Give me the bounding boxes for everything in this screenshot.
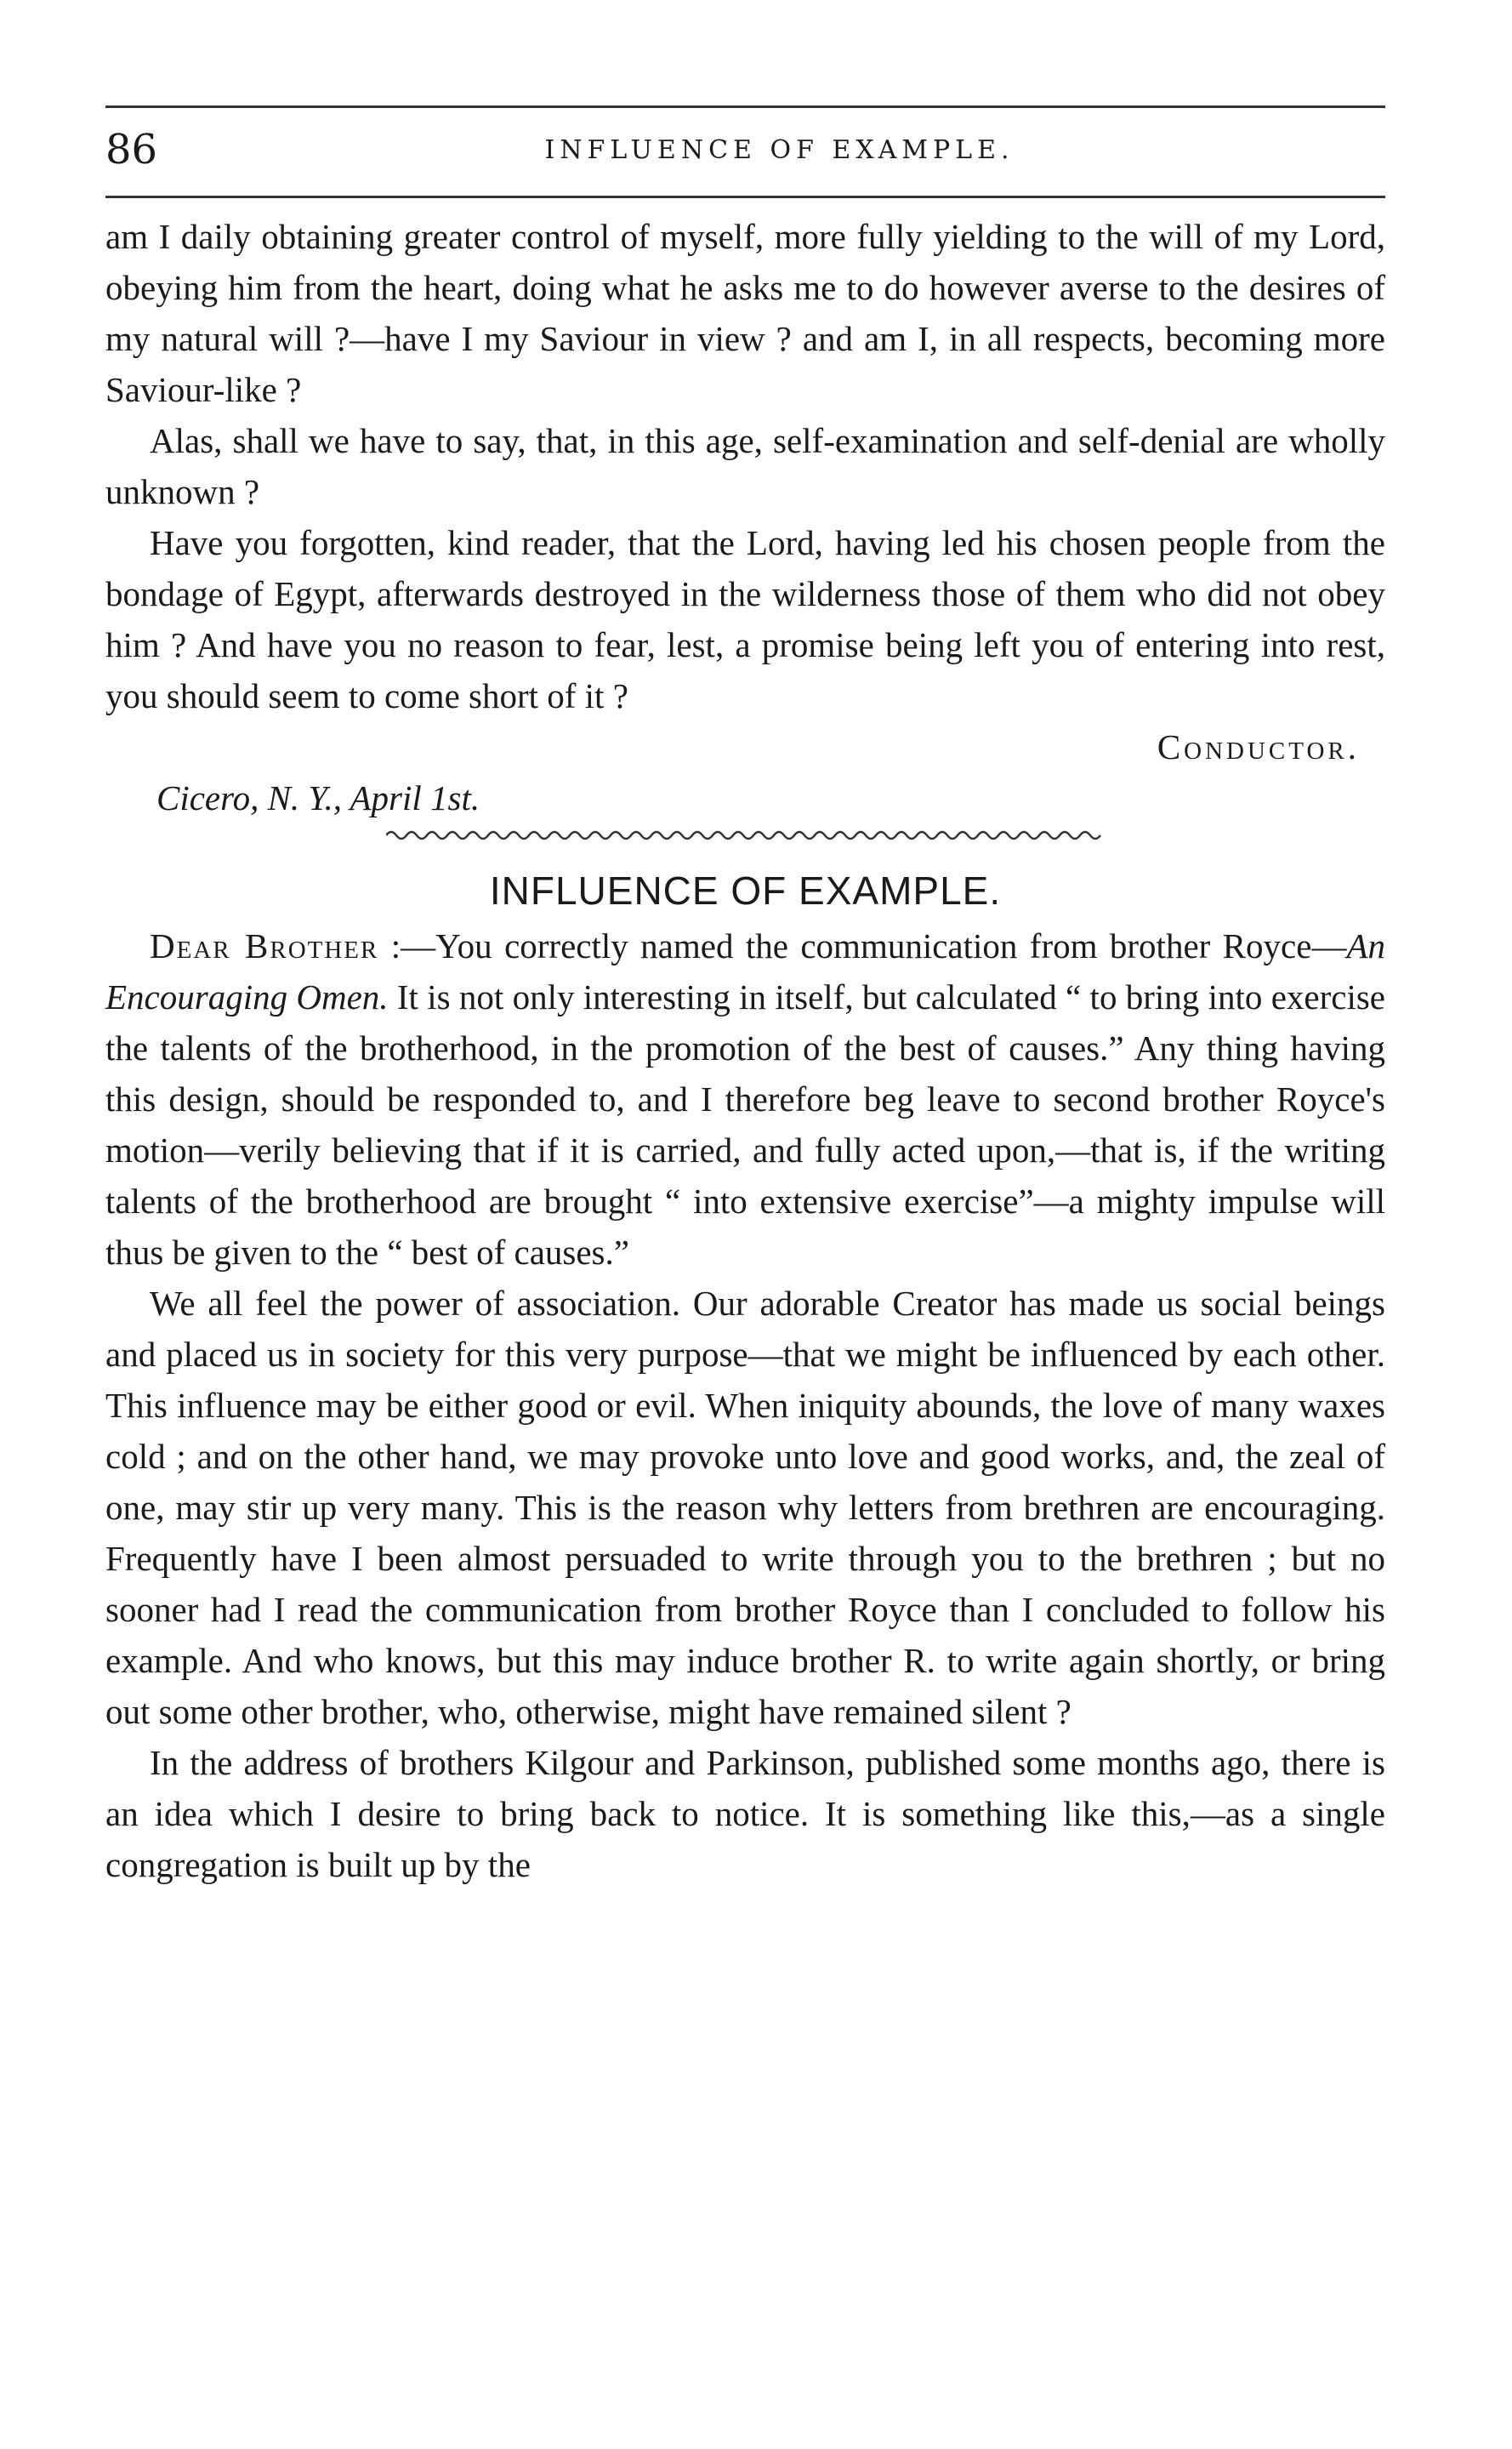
top-rule: [105, 105, 1385, 108]
salutation: Dear Brother: [150, 926, 379, 965]
wavy-divider-icon: [386, 827, 1109, 844]
signature: Conductor.: [1157, 727, 1360, 766]
dateline: Cicero, N. Y., April 1st.: [156, 778, 480, 817]
paragraph-text: :—You correctly named the communication from brother Royce—: [378, 926, 1347, 965]
article-title: INFLUENCE OF EXAMPLE.: [489, 869, 1002, 913]
paragraph-text: It is not only interesting in itself, but calculated “ to bring into exercise the talents of the brotherhood, in the promotion of the best of causes.” Any thing having this design, should be responded to, and I therefore beg leave to second brother Royce's motion—verily believing that if it is carried, and fully acted upon,—that is, if the writing talents of the brotherhood are brought “ into extensive exercise”—a mighty impulse will thus be given to the “ best of causes.”: [105, 977, 1385, 1272]
paragraph: am I daily obtaining greater control of myself, more fully yielding to the will of my Lord, obeying him from the heart, doing what he asks me to do however averse to the desires of my natural will ?—have I my Saviour in view ? and am I, in all respects, becoming more Saviour-like ?: [105, 217, 1385, 409]
page-number: 86: [105, 126, 158, 174]
paragraph: Have you forgotten, kind reader, that the Lord, having led his chosen people from the bondage of Egypt, afterwards destroyed in the wilderness those of them who did not obey him ? And have you no reason to fear, lest, a promise being left you of entering into rest, you should seem to come short of it ?: [105, 523, 1385, 715]
header-rule: [105, 196, 1385, 198]
section-divider: [105, 823, 1385, 861]
page-header: [105, 124, 1385, 184]
paragraph: [105, 920, 1385, 1278]
running-head: INFLUENCE OF EXAMPLE.: [544, 135, 1015, 165]
page-body: [105, 211, 1385, 1890]
cited-title: An Encouraging Omen.: [105, 926, 1385, 1017]
paragraph: Alas, shall we have to say, that, in this age, self-examination and self-denial are wholly unknown ?: [105, 421, 1385, 511]
paragraph: In the address of brothers Kilgour and Parkinson, published some months ago, there is an idea which I desire to bring back to notice. It is something like this,—as a single congregation is built up by the: [105, 1743, 1385, 1884]
paragraph: We all feel the power of association. Our adorable Creator has made us social beings and placed us in society for this very purpose—that we might be influenced by each other. This influence may be either good or evil. When iniquity abounds, the love of many waxes cold ; and on the other hand, we may provoke unto love and good works, and, the zeal of one, may stir up very many. This is the reason why letters from brethren are encouraging. Frequently have I been almost persuaded to write through you to the brethren ; but no sooner had I read the communication from brother Royce than I concluded to follow his example. And who knows, but this may induce brother R. to write again shortly, or bring out some other brother, who, otherwise, might have remained silent ?: [105, 1284, 1385, 1731]
